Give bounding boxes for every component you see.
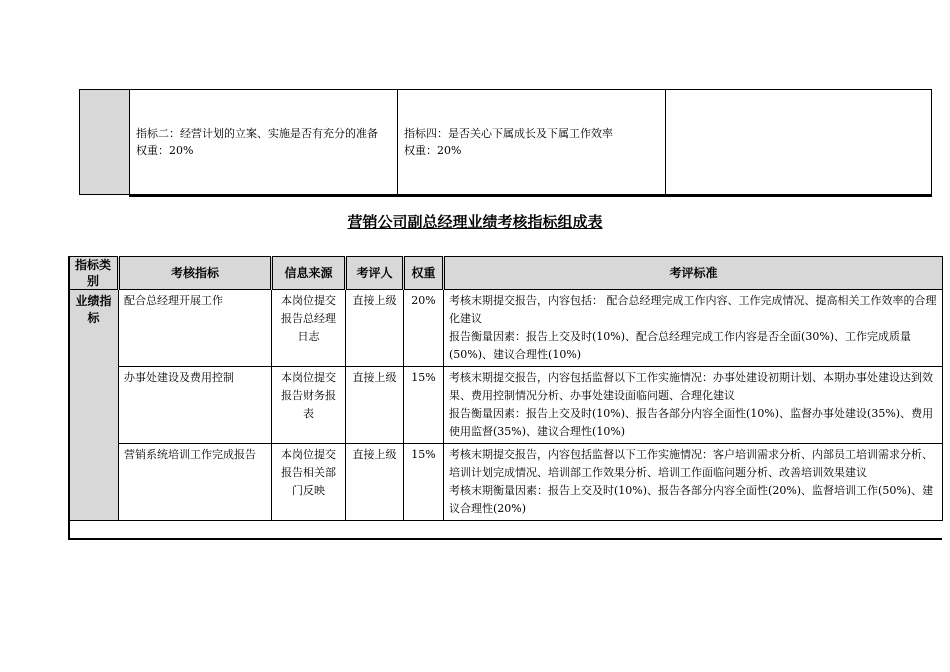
top-table-fragment (79, 89, 932, 195)
row-source: 本岗位提交报告财务报表 (272, 367, 346, 444)
table-bottom-border (68, 538, 942, 540)
top-indicator-four-cell (398, 90, 666, 195)
row-indicator: 办事处建设及费用控制 (119, 367, 272, 444)
row-weight: 15% (404, 367, 444, 444)
row-source: 本岗位提交报告总经理日志 (272, 290, 346, 367)
header-category: 指标类别 (69, 257, 119, 290)
top-indicator-two-text: 指标二：经营计划的立案、实施是否有充分的准备 (136, 127, 378, 140)
row-weight: 15% (404, 444, 444, 521)
criteria-content: 考核末期提交报告，内容包括监督以下工作实施情况：办事处建设初期计划、本期办事处建设达到效果、费用控制情况分析、办事处建设面临问题、合理化建议 (449, 371, 933, 402)
row-indicator: 配合总经理开展工作 (119, 290, 272, 367)
top-empty-cell (666, 90, 932, 195)
row-criteria (444, 367, 943, 444)
top-indicator-four-text: 指标四：是否关心下属成长及下属工作效率 (404, 127, 613, 140)
header-criteria: 考评标准 (444, 257, 943, 290)
row-source: 本岗位提交报告相关部门反映 (272, 444, 346, 521)
criteria-content: 考核末期提交报告，内容包括监督以下工作实施情况：客户培训需求分析、内部员工培训需求分析、培训计划完成情况、培训部工作效果分析、培训工作面临问题分析、改善培训效果建议 (449, 448, 933, 479)
row-weight: 20% (404, 290, 444, 367)
table-row (69, 290, 943, 367)
row-evaluator: 直接上级 (346, 290, 404, 367)
top-category-cell (80, 90, 130, 195)
row-evaluator: 直接上级 (346, 367, 404, 444)
table-header-row (69, 257, 943, 290)
row-criteria (444, 290, 943, 367)
top-indicator-four-weight: 权重：20% (404, 144, 462, 157)
header-weight: 权重 (404, 257, 444, 290)
top-indicator-two-cell (130, 90, 398, 195)
category-cell: 业绩指标 (69, 290, 119, 521)
header-evaluator: 考评人 (346, 257, 404, 290)
criteria-content: 考核末期提交报告，内容包括： 配合总经理完成工作内容、工作完成情况、提高相关工作效率的合理化建议 (449, 294, 937, 325)
kpi-table (68, 256, 943, 521)
criteria-factors: 报告衡量因素：报告上交及时(10%)、报告各部分内容全面性(10%)、监督办事处建设(35%)、费用使用监督(35%)、建议合理性(10%) (449, 407, 934, 438)
table-row (69, 367, 943, 444)
header-indicator: 考核指标 (119, 257, 272, 290)
criteria-factors: 报告衡量因素：报告上交及时(10%)、配合总经理完成工作内容是否全面(30%)、工作完成质量(50%)、建议合理性(10%) (449, 330, 912, 361)
table-left-border (68, 256, 70, 540)
table-row (69, 444, 943, 521)
header-source: 信息来源 (272, 257, 346, 290)
row-criteria (444, 444, 943, 521)
row-indicator: 营销系统培训工作完成报告 (119, 444, 272, 521)
top-table-shadow (129, 195, 932, 197)
criteria-factors: 考核末期衡量因素：报告上交及时(10%)、报告各部分内容全面性(20%)、监督培训工作(50%)、建议合理性(20%) (449, 484, 934, 515)
top-indicator-two-weight: 权重：20% (136, 144, 194, 157)
row-evaluator: 直接上级 (346, 444, 404, 521)
page-title: 营销公司副总经理业绩考核指标组成表 (347, 213, 603, 231)
